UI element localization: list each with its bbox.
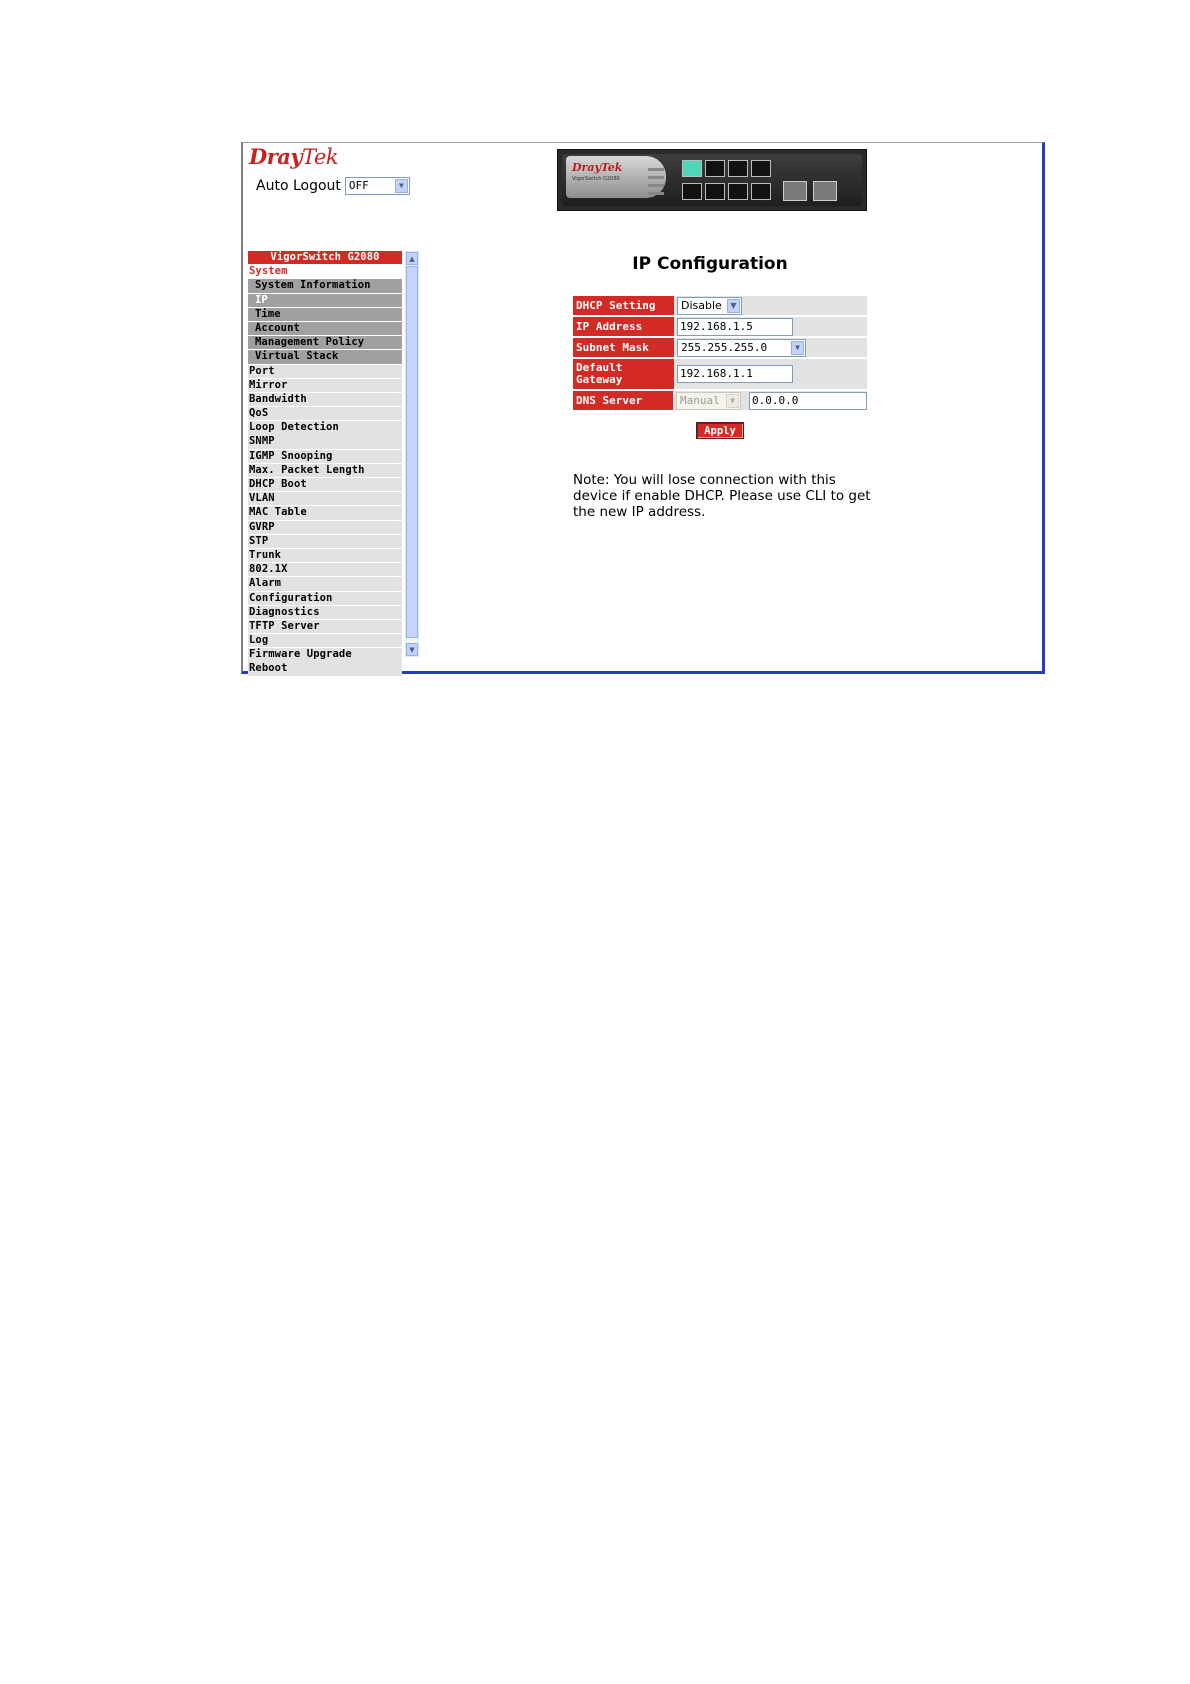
auto-logout-value: OFF (348, 179, 369, 192)
dns-mode-select (676, 392, 741, 410)
device-model: VigorSwitch G2080 (572, 176, 620, 182)
dhcp-setting-label: DHCP Setting (573, 296, 674, 315)
default-gateway-input[interactable]: 192.168.1.1 (677, 365, 793, 383)
ip-address-row (573, 317, 867, 336)
menu-scrollbar[interactable] (405, 251, 419, 657)
apply-button[interactable]: Apply (696, 422, 744, 439)
menu-item-ip[interactable]: IP (248, 294, 402, 307)
default-gateway-row (573, 359, 867, 389)
menu-item-alarm[interactable]: Alarm (248, 577, 402, 590)
dns-mode-value: Manual (680, 393, 720, 407)
menu-item-bandwidth[interactable]: Bandwidth (248, 393, 402, 406)
device-sfp-port (813, 181, 837, 201)
dhcp-setting-value: Disable (681, 298, 722, 312)
menu-item-tftp-server[interactable]: TFTP Server (248, 620, 402, 633)
sidebar-menu (248, 251, 402, 677)
menu-item-trunk[interactable]: Trunk (248, 549, 402, 562)
device-port (728, 160, 748, 177)
menu-item-max-packet-length[interactable]: Max. Packet Length (248, 464, 402, 477)
device-led (648, 168, 664, 171)
device-brand: DrayTek (572, 161, 623, 174)
menu-item-account[interactable]: Account (248, 322, 402, 335)
device-port (705, 160, 725, 177)
browser-frame (241, 142, 1045, 674)
device-port (728, 183, 748, 200)
menu-item-time[interactable]: Time (248, 308, 402, 321)
chevron-down-icon[interactable]: ▼ (791, 341, 804, 355)
menu-item-8021x[interactable]: 802.1X (248, 563, 402, 576)
subnet-mask-select[interactable] (677, 339, 806, 357)
device-port (705, 183, 725, 200)
device-port (682, 183, 702, 200)
menu-item-igmp-snooping[interactable]: IGMP Snooping (248, 450, 402, 463)
menu-item-port[interactable]: Port (248, 365, 402, 378)
switch-device-image (557, 149, 867, 211)
device-sfp-port (783, 181, 807, 201)
menu-item-stp[interactable]: STP (248, 535, 402, 548)
menu-item-management-policy[interactable]: Management Policy (248, 336, 402, 349)
device-port (751, 160, 771, 177)
menu-item-virtual-stack[interactable]: Virtual Stack (248, 350, 402, 363)
menu-item-loop-detection[interactable]: Loop Detection (248, 421, 402, 434)
menu-title: VigorSwitch G2080 (248, 251, 402, 264)
device-port (751, 183, 771, 200)
draytek-logo (249, 144, 338, 169)
menu-item-mac-table[interactable]: MAC Table (248, 506, 402, 519)
dns-server-input[interactable]: 0.0.0.0 (749, 392, 867, 410)
subnet-mask-value: 255.255.255.0 (681, 340, 768, 354)
logo-text-tek: Tek (302, 145, 339, 169)
menu-item-configuration[interactable]: Configuration (248, 592, 402, 605)
menu-item-diagnostics[interactable]: Diagnostics (248, 606, 402, 619)
menu-item-log[interactable]: Log (248, 634, 402, 647)
dns-server-row (573, 391, 867, 410)
chevron-down-icon[interactable]: ▼ (727, 299, 740, 313)
menu-item-reboot[interactable]: Reboot (248, 662, 402, 675)
auto-logout (256, 177, 410, 195)
subnet-mask-label: Subnet Mask (573, 338, 674, 357)
menu-item-firmware-upgrade[interactable]: Firmware Upgrade (248, 648, 402, 661)
dns-server-label: DNS Server (573, 391, 673, 410)
page-title: IP Configuration (632, 254, 788, 274)
menu-group-system[interactable]: System (248, 265, 402, 278)
chevron-down-icon[interactable]: ▼ (395, 179, 408, 193)
menu-item-snmp[interactable]: SNMP (248, 435, 402, 448)
auto-logout-select[interactable] (345, 177, 410, 195)
auto-logout-label: Auto Logout (256, 178, 341, 194)
ip-config-form (573, 296, 867, 412)
menu-item-system-information[interactable]: System Information (248, 279, 402, 292)
dhcp-note: Note: You will lose connection with this device if enable DHCP. Please use CLI to get the new IP address. (573, 472, 871, 520)
subnet-mask-row (573, 338, 867, 357)
ip-address-label: IP Address (573, 317, 674, 336)
logo-text-dray: Dray (249, 144, 303, 169)
device-port (682, 160, 702, 177)
menu-item-qos[interactable]: QoS (248, 407, 402, 420)
chevron-down-icon: ▼ (726, 394, 739, 408)
menu-item-vlan[interactable]: VLAN (248, 492, 402, 505)
dhcp-setting-row (573, 296, 867, 315)
dhcp-setting-select[interactable] (677, 297, 742, 315)
chevron-down-icon[interactable]: ▼ (406, 643, 418, 656)
device-led (648, 176, 664, 179)
device-led (648, 184, 664, 187)
menu-item-dhcp-boot[interactable]: DHCP Boot (248, 478, 402, 491)
default-gateway-label: Default Gateway (573, 359, 674, 389)
ip-address-input[interactable]: 192.168.1.5 (677, 318, 793, 336)
chevron-up-icon[interactable]: ▲ (406, 252, 418, 265)
menu-item-mirror[interactable]: Mirror (248, 379, 402, 392)
device-led (648, 192, 664, 195)
menu-item-gvrp[interactable]: GVRP (248, 521, 402, 534)
scrollbar-thumb[interactable] (406, 266, 418, 638)
